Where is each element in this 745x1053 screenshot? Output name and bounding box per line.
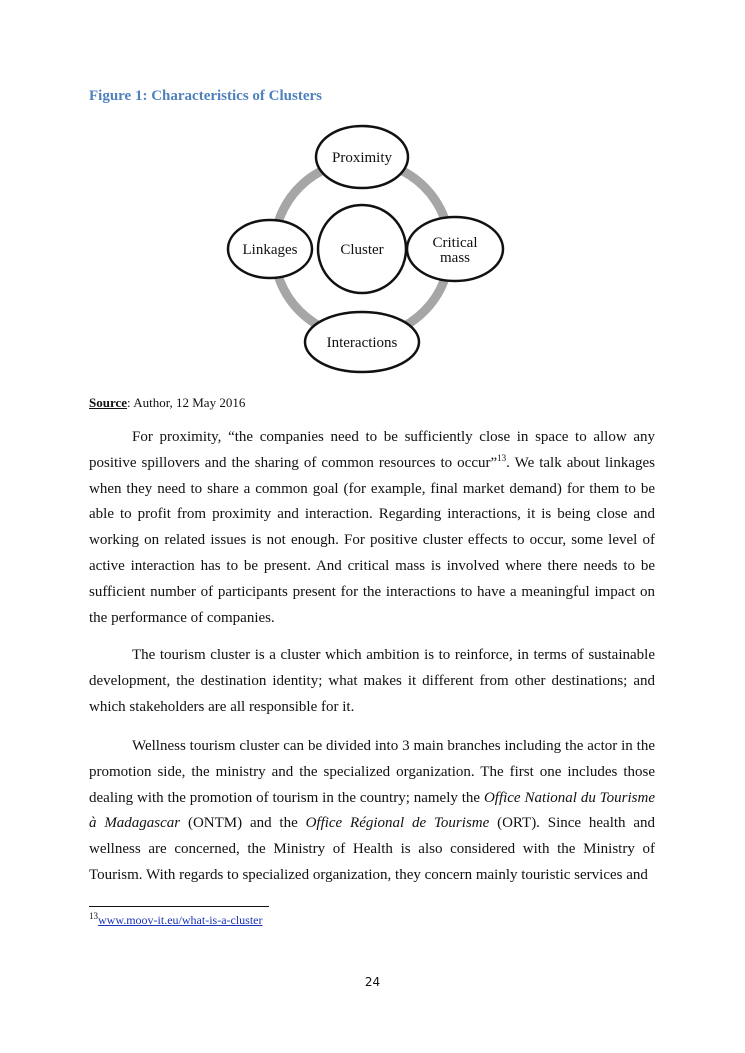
paragraph-3-part-c: (ORT). Since health and wellness are concerned, the Ministry of Health is also considered with the Ministry of Tourism. With regards to specialized organization, they concern mainly touristic services and [89,815,656,883]
source-label: Source [89,395,128,410]
figure-title: Figure 1: Characteristics of Clusters [89,88,322,104]
footnote-number: 13 [89,911,98,921]
cluster-diagram [0,0,745,400]
node-linkages-label: Linkages [242,242,298,258]
node-linkages [228,220,312,278]
footnote-link[interactable]: www.moov-it.eu/what-is-a-cluster [98,913,263,927]
node-proximity-label: Proximity [331,150,393,166]
node-interactions-label: Interactions [326,335,398,351]
figure-source [89,395,245,411]
footnote-ref: 13 [497,452,507,463]
node-critical-mass [407,217,503,281]
source-text: : Author, 12 May 2016 [127,395,246,410]
paragraph-3-part-b: (ONTM) and the [180,815,306,832]
paragraph-3-part-a: Wellness tourism cluster can be divided into 3 main branches including the actor in the promotion side, the ministry and the specialized organization. The first one includes those dealing with the promotion of tourism in the country; namely the [89,738,655,806]
node-cluster-label: Cluster [340,242,384,258]
paragraph-tourism-cluster: The tourism cluster is a cluster which ambition is to reinforce, in terms of sustainable development, the destination identity; what makes it different from other destinations; and which stakeholders are all responsible for it. [89,647,655,715]
page-number: 24 [364,975,381,989]
footnote-divider [89,906,269,907]
node-critical-mass-label-1: Critical [432,235,478,251]
paragraph-proximity [89,425,655,631]
node-interactions [305,312,419,372]
node-proximity [316,126,408,188]
paragraph-1-part-b: . We talk about linkages when they need to share a common goal (for example, final market demand) for them to be able to profit from proximity and interaction. Regarding interactions, it is being close and working on related issues is not enough. For positive cluster effects to occur, some level of active interaction has to be present. And critical mass is involved where there needs to be sufficient number of participants present for the interactions to have a meaningful impact on the performance of companies. [89,454,655,626]
ort-name: Office Régional de Tourisme [305,815,490,832]
ontm-name: Office National du Tourisme à Madagascar [89,789,655,832]
paragraph-1-part-a: For proximity, “the companies need to be sufficiently close in space to allow any positive spillovers and the sharing of common resources to occur” [89,429,655,471]
node-cluster [318,205,406,293]
paragraph-wellness-cluster [89,734,655,889]
footnote [89,913,263,928]
node-critical-mass-label-2: mass [440,250,470,266]
